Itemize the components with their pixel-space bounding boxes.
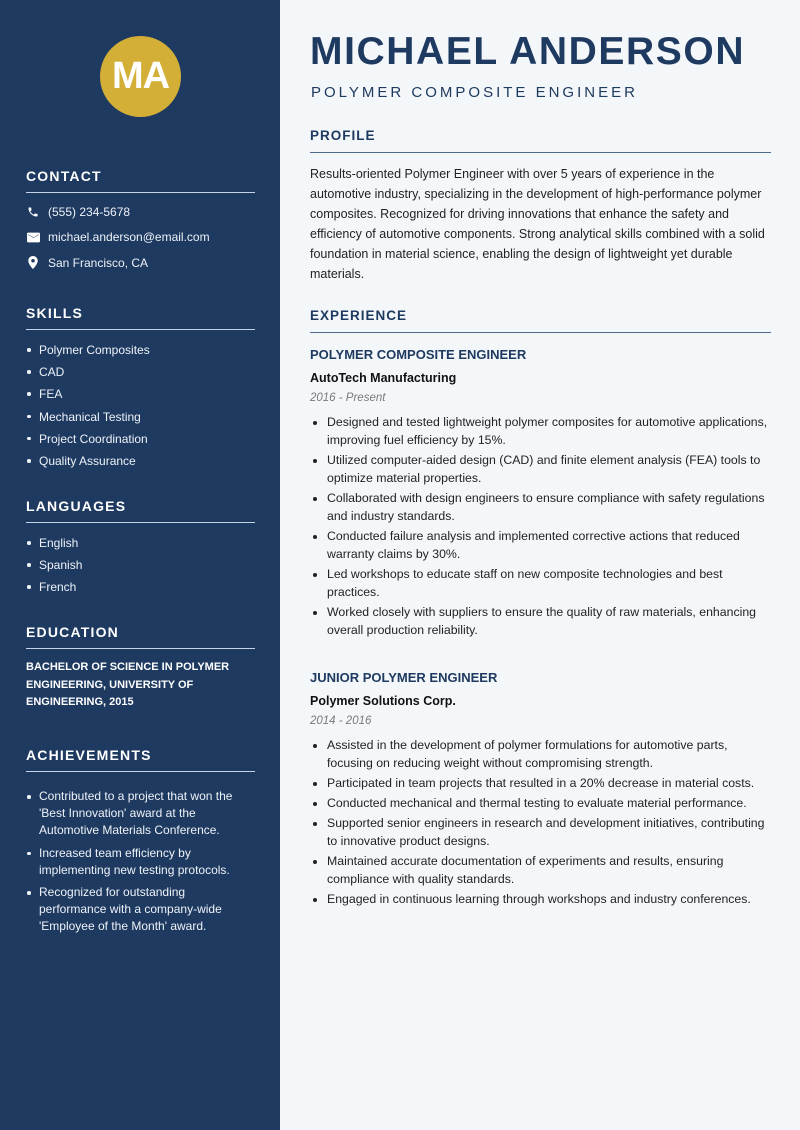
skill-item: FEA <box>26 383 255 405</box>
job-bullet: Supported senior engineers in research and development initiatives, contributing to innovative product designs. <box>310 814 772 850</box>
job-bullet: Conducted mechanical and thermal testing to evaluate material performance. <box>310 794 772 812</box>
education-heading: EDUCATION <box>26 624 255 649</box>
skill-item: Quality Assurance <box>26 450 255 472</box>
skill-item: Project Coordination <box>26 428 255 450</box>
location-pin-icon <box>26 256 40 270</box>
contact-location <box>26 250 255 276</box>
job-bullet: Assisted in the development of polymer formulations for automotive parts, focusing on reducing weight without compromising strength. <box>310 736 772 772</box>
job-bullet: Maintained accurate documentation of experiments and results, ensuring compliance with quality standards. <box>310 852 772 888</box>
language-item: French <box>26 576 255 598</box>
skill-item: Mechanical Testing <box>26 406 255 428</box>
job-entry <box>310 670 772 910</box>
languages-list <box>26 532 255 599</box>
achievement-item: Contributed to a project that won the 'Best Innovation' award at the Automotive Materials Conference. <box>26 788 255 840</box>
phone-text: (555) 234-5678 <box>48 204 131 219</box>
achievements-section <box>26 747 255 941</box>
mail-icon <box>26 230 40 244</box>
skills-list <box>26 339 255 472</box>
job-bullet: Participated in team projects that resulted in a 20% decrease in material costs. <box>310 774 772 792</box>
languages-heading: LANGUAGES <box>26 498 255 523</box>
location-text: San Francisco, CA <box>48 255 149 270</box>
skills-section <box>26 305 255 472</box>
job-bullet: Engaged in continuous learning through workshops and industry conferences. <box>310 890 772 908</box>
candidate-title: POLYMER COMPOSITE ENGINEER <box>311 84 638 101</box>
contact-heading: CONTACT <box>26 168 255 193</box>
contact-phone <box>26 199 255 225</box>
job-bullet: Worked closely with suppliers to ensure the quality of raw materials, enhancing overall production reliability. <box>310 603 772 639</box>
email-text[interactable]: michael.anderson@email.com <box>48 230 210 245</box>
achievement-item: Increased team efficiency by implementing new testing protocols. <box>26 845 255 879</box>
experience-heading: EXPERIENCE <box>310 308 771 333</box>
avatar <box>100 36 181 117</box>
main-content <box>280 0 800 1130</box>
education-degree: BACHELOR OF SCIENCE IN POLYMER ENGINEERING, UNIVERSITY OF ENGINEERING, 2015 <box>26 661 230 708</box>
language-item: English <box>26 532 255 554</box>
job-dates: 2014 - 2016 <box>310 715 372 727</box>
job-bullets <box>310 736 772 908</box>
sidebar <box>0 0 280 1130</box>
avatar-initials: MA <box>111 55 170 97</box>
job-role: POLYMER COMPOSITE ENGINEER <box>310 347 527 362</box>
candidate-name: MICHAEL ANDERSON <box>310 30 746 73</box>
achievement-item: Recognized for outstanding performance with a company-wide 'Employee of the Month' award. <box>26 884 255 936</box>
skills-heading: SKILLS <box>26 305 255 330</box>
languages-section <box>26 498 255 599</box>
job-bullet: Conducted failure analysis and implemented corrective actions that reduced warranty claims by 30%. <box>310 527 772 563</box>
job-entry <box>310 347 772 641</box>
education-section <box>26 624 255 712</box>
language-item: Spanish <box>26 554 255 576</box>
job-bullets <box>310 413 772 639</box>
achievements-heading: ACHIEVEMENTS <box>26 747 255 772</box>
skill-item: CAD <box>26 361 255 383</box>
profile-summary: Results-oriented Polymer Engineer with over 5 years of experience in the automotive industry, specializing in the development of high-performance polymer composites. Recognized for driving innovations that enhance the safety and efficiency of automotive components. Strong analytical skills combined with a solid foundation in material science, enabling the design of lightweight yet durable materials. <box>310 167 765 281</box>
profile-heading: PROFILE <box>310 128 771 153</box>
contact-email <box>26 225 255 251</box>
phone-icon <box>26 205 40 219</box>
skill-item: Polymer Composites <box>26 339 255 361</box>
job-company: AutoTech Manufacturing <box>310 371 457 385</box>
job-bullet: Utilized computer-aided design (CAD) and finite element analysis (FEA) tools to optimize material properties. <box>310 451 772 487</box>
job-bullet: Designed and tested lightweight polymer composites for automotive applications, improving fuel efficiency by 15%. <box>310 413 772 449</box>
job-role: JUNIOR POLYMER ENGINEER <box>310 670 498 685</box>
achievements-list <box>26 788 255 936</box>
job-bullet: Collaborated with design engineers to ensure compliance with safety regulations and industry standards. <box>310 489 772 525</box>
job-company: Polymer Solutions Corp. <box>310 694 456 708</box>
job-bullet: Led workshops to educate staff on new composite technologies and best practices. <box>310 565 772 601</box>
contact-section <box>26 168 255 276</box>
job-dates: 2016 - Present <box>310 392 386 404</box>
